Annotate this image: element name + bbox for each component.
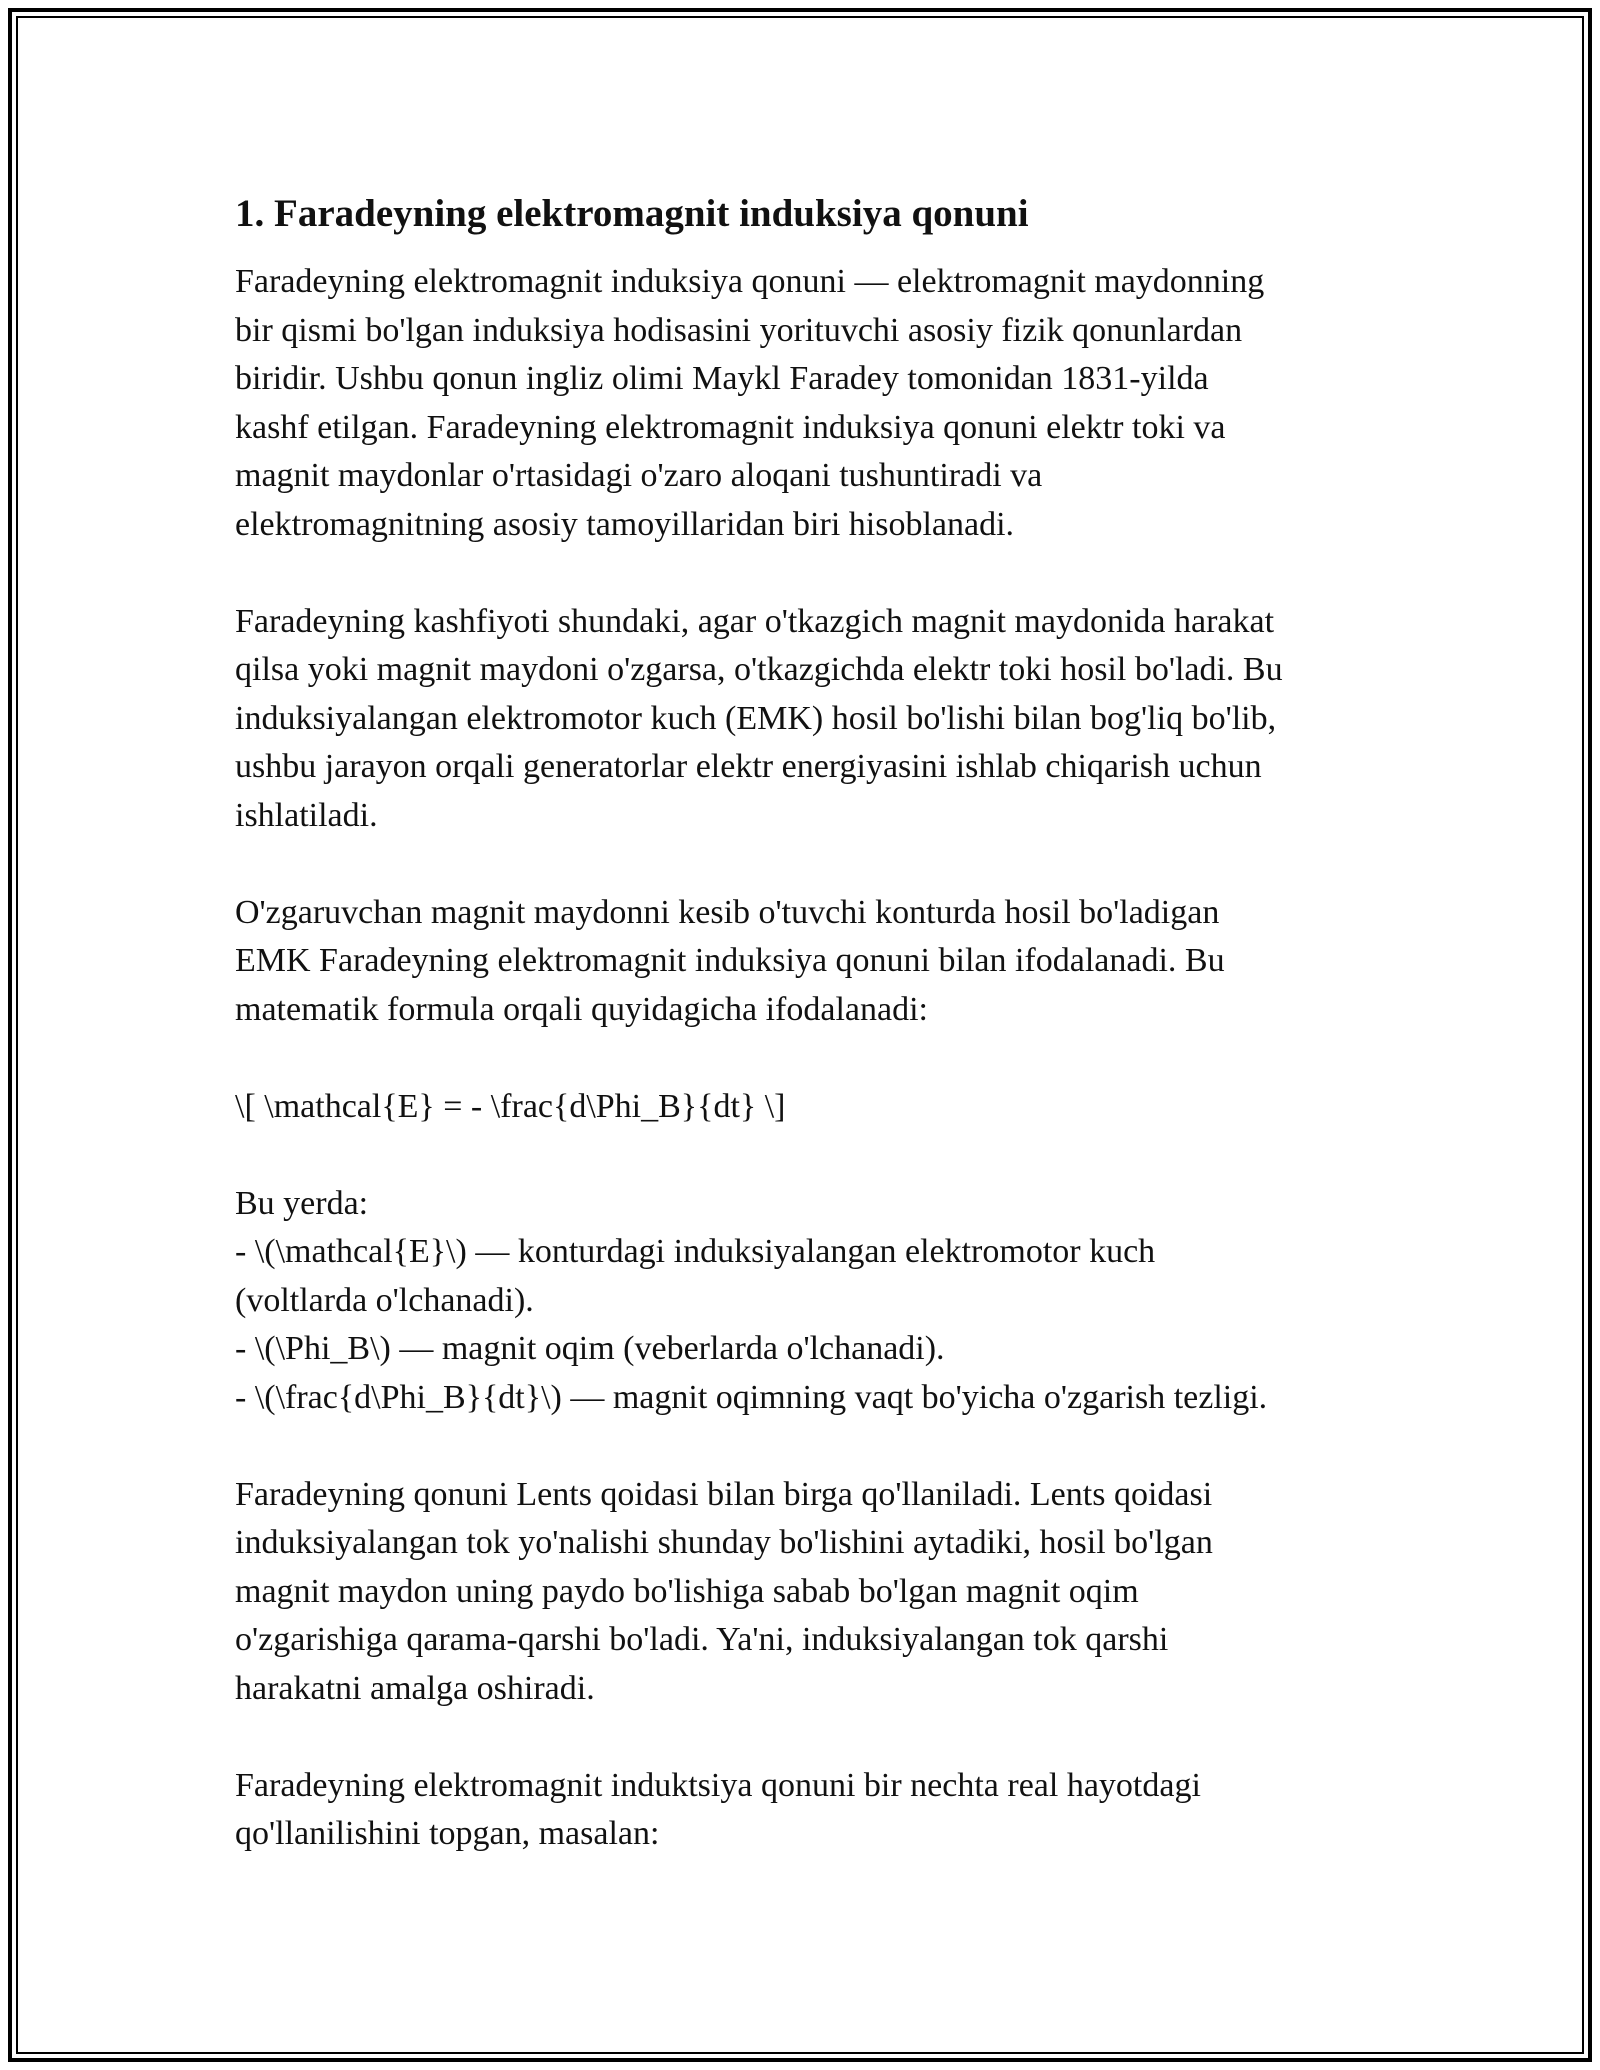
text-line: magnit maydonlar o'rtasidagi o'zaro aloqani tushuntiradi va [235, 457, 1043, 494]
text-line: o'zgarishiga qarama-qarshi bo'ladi. Ya'ni, induksiyalangan tok qarshi [235, 1621, 1169, 1658]
document-body [235, 258, 1380, 1859]
text-line: induksiyalangan tok yo'nalishi shunday bo'lishini aytadiki, hosil bo'lgan [235, 1524, 1213, 1561]
text-line: induksiyalangan elektromotor kuch (EMK) hosil bo'lishi bilan bog'liq bo'lib, [235, 699, 1277, 737]
document-content [235, 188, 1380, 1907]
text-line: O'zgaruvchan magnit maydonni kesib o'tuvchi konturda hosil bo'ladigan [235, 893, 1220, 931]
text-line: qilsa yoki magnit maydoni o'zgarsa, o'tkazgichda elektr toki hosil bo'ladi. Bu [235, 651, 1283, 688]
body-paragraph [235, 258, 1380, 549]
body-paragraph [235, 889, 1380, 1035]
text-line: - \(\mathcal{E}\) — konturdagi induksiyalangan elektromotor kuch [235, 1233, 1156, 1270]
text-line: Faradeyning kashfiyoti shundaki, agar o'tkazgich magnit maydonida harakat [235, 602, 1275, 640]
body-paragraph [235, 1180, 1380, 1423]
text-line: ushbu jarayon orqali generatorlar elektr energiyasini ishlab chiqarish uchun [235, 748, 1262, 785]
text-line: Faradeyning elektromagnit induktsiya qonuni bir nechta real hayotdagi [235, 1766, 1201, 1804]
text-line: ishlatiladi. [235, 796, 378, 834]
text-line: Faradeyning qonuni Lents qoidasi bilan birga qo'llaniladi. Lents qoidasi [235, 1475, 1213, 1513]
body-paragraph [235, 598, 1380, 841]
text-line: - \(\Phi_B\) — magnit oqim (veberlarda o'lchanadi). [235, 1330, 945, 1367]
text-line: elektromagnitning asosiy tamoyillaridan biri hisoblanadi. [235, 505, 1015, 543]
section-title: 1. Faradeyning elektromagnit induksiya qonuni [235, 192, 1029, 235]
text-line: Bu yerda: [235, 1184, 369, 1222]
text-line: qo'llanilishini topgan, masalan: [235, 1815, 660, 1852]
text-line: - \(\frac{d\Phi_B}{dt}\) — magnit oqimning vaqt bo'yicha o'zgarish tezligi. [235, 1378, 1268, 1416]
text-line: EMK Faradeyning elektromagnit induksiya qonuni bilan ifodalanadi. Bu [235, 942, 1225, 979]
text-line: harakatni amalga oshiradi. [235, 1669, 595, 1707]
text-line: magnit maydon uning paydo bo'lishiga sabab bo'lgan magnit oqim [235, 1572, 1139, 1610]
text-line: (voltlarda o'lchanadi). [235, 1281, 534, 1319]
body-paragraph [235, 1471, 1380, 1714]
text-line: Faradeyning elektromagnit induksiya qonuni — elektromagnit maydonning [235, 263, 1265, 300]
text-line: kashf etilgan. Faradeyning elektromagnit induksiya qonuni elektr toki va [235, 408, 1226, 446]
text-line: biridir. Ushbu qonun ingliz olimi Maykl Faradey tomonidan 1831-yilda [235, 360, 1209, 397]
body-paragraph [235, 1762, 1380, 1859]
body-paragraph [235, 1083, 1380, 1132]
text-line: matematik formula orqali quyidagicha ifodalanadi: [235, 990, 928, 1028]
text-line: bir qismi bo'lgan induksiya hodisasini yorituvchi asosiy fizik qonunlardan [235, 311, 1243, 349]
text-line: \[ \mathcal{E} = - \frac{d\Phi_B}{dt} \] [235, 1087, 786, 1125]
